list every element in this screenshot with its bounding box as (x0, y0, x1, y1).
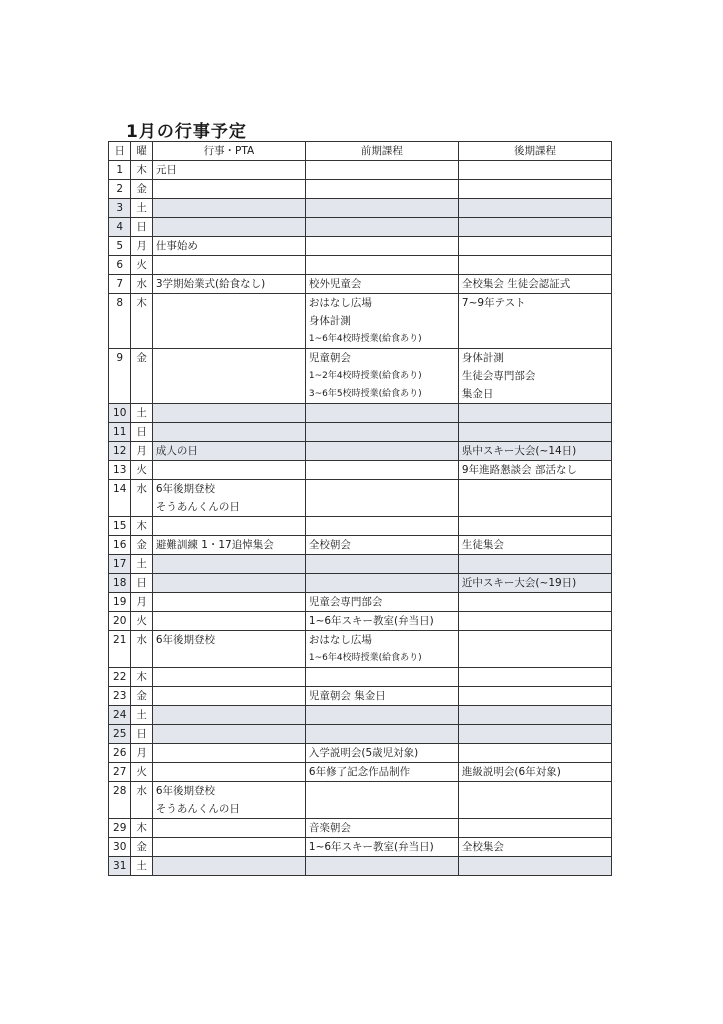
table-row (109, 180, 612, 199)
late-course-cell (458, 536, 611, 555)
events-pta-cell (152, 480, 305, 517)
late-course-cell (458, 237, 611, 256)
late-course-cell (458, 480, 611, 517)
weekday-cell: 水 (131, 275, 152, 294)
late-course-cell (458, 668, 611, 687)
header-early-course: 前期課程 (305, 142, 458, 161)
weekday-cell: 金 (131, 536, 152, 555)
cell-line: 身体計測 (308, 315, 351, 327)
events-pta-cell (152, 725, 305, 744)
early-course-cell (305, 256, 458, 275)
day-cell: 7 (109, 275, 131, 294)
day-cell: 30 (109, 838, 131, 857)
cell-line: おはなし広場 (308, 634, 372, 646)
late-course-cell (458, 631, 611, 668)
table-row (109, 442, 612, 461)
events-pta-cell (152, 706, 305, 725)
table-row (109, 218, 612, 237)
table-row (109, 574, 612, 593)
day-cell: 18 (109, 574, 131, 593)
weekday-cell: 土 (131, 857, 152, 876)
cell-line: 全校集会 生徒会認証式 (461, 278, 571, 290)
weekday-cell: 水 (131, 480, 152, 517)
weekday-cell: 金 (131, 349, 152, 404)
weekday-cell: 土 (131, 555, 152, 574)
early-course-cell (305, 423, 458, 442)
header-late-course: 後期課程 (458, 142, 611, 161)
events-pta-cell (152, 256, 305, 275)
table-row (109, 555, 612, 574)
events-pta-cell (152, 161, 305, 180)
table-row (109, 536, 612, 555)
early-course-cell (305, 218, 458, 237)
day-cell: 9 (109, 349, 131, 404)
events-pta-cell (152, 668, 305, 687)
weekday-cell: 火 (131, 461, 152, 480)
early-course-cell (305, 517, 458, 536)
weekday-cell: 木 (131, 819, 152, 838)
cell-line: 全校朝会 (308, 539, 351, 551)
table-row (109, 237, 612, 256)
late-course-cell (458, 574, 611, 593)
events-pta-cell (152, 275, 305, 294)
early-course-cell (305, 199, 458, 218)
late-course-cell (458, 744, 611, 763)
cell-line: 1~2年4校時授業(給食あり) (308, 371, 422, 381)
table-row (109, 744, 612, 763)
day-cell: 13 (109, 461, 131, 480)
table-row (109, 838, 612, 857)
weekday-cell: 金 (131, 180, 152, 199)
events-pta-cell (152, 294, 305, 349)
early-course-cell (305, 404, 458, 423)
late-course-cell (458, 275, 611, 294)
header-row (109, 142, 612, 161)
late-course-cell (458, 857, 611, 876)
cell-line: 1~6年4校時授業(給食あり) (308, 334, 422, 344)
cell-line: 6年後期登校 (155, 785, 216, 797)
day-cell: 26 (109, 744, 131, 763)
early-course-cell (305, 782, 458, 819)
header-day: 日 (109, 142, 131, 161)
early-course-cell (305, 725, 458, 744)
day-cell: 3 (109, 199, 131, 218)
weekday-cell: 火 (131, 256, 152, 275)
early-course-cell (305, 294, 458, 349)
cell-line: 9年進路懇談会 部活なし (461, 464, 577, 476)
cell-line: 1~6年4校時授業(給食あり) (308, 653, 422, 663)
table-row (109, 404, 612, 423)
events-pta-cell (152, 180, 305, 199)
table-row (109, 461, 612, 480)
events-pta-cell (152, 349, 305, 404)
table-row (109, 517, 612, 536)
table-row (109, 782, 612, 819)
cell-line: 集金日 (461, 388, 494, 400)
cell-line: 1~6年スキー教室(弁当日) (308, 841, 434, 853)
events-pta-cell (152, 838, 305, 857)
day-cell: 16 (109, 536, 131, 555)
day-cell: 27 (109, 763, 131, 782)
table-row (109, 349, 612, 404)
cell-line: 身体計測 (461, 352, 504, 364)
day-cell: 1 (109, 161, 131, 180)
header-events-pta: 行事・PTA (152, 142, 305, 161)
day-cell: 2 (109, 180, 131, 199)
early-course-cell (305, 612, 458, 631)
cell-line: 生徒会専門部会 (461, 370, 536, 382)
late-course-cell (458, 256, 611, 275)
day-cell: 20 (109, 612, 131, 631)
cell-line: 校外児童会 (308, 278, 362, 290)
early-course-cell (305, 706, 458, 725)
events-pta-cell (152, 631, 305, 668)
cell-line: 児童朝会 集金日 (308, 690, 386, 702)
table-row (109, 294, 612, 349)
cell-line: 仕事始め (155, 240, 198, 252)
table-row (109, 819, 612, 838)
cell-line: 全校集会 (461, 841, 504, 853)
weekday-cell: 金 (131, 687, 152, 706)
weekday-cell: 月 (131, 237, 152, 256)
late-course-cell (458, 706, 611, 725)
early-course-cell (305, 275, 458, 294)
table-row (109, 857, 612, 876)
cell-line: そうあんくんの日 (155, 803, 240, 815)
cell-line: 県中スキー大会(~14日) (461, 445, 577, 457)
late-course-cell (458, 218, 611, 237)
weekday-cell: 水 (131, 782, 152, 819)
header-weekday: 曜 (131, 142, 152, 161)
day-cell: 8 (109, 294, 131, 349)
table-row (109, 593, 612, 612)
early-course-cell (305, 237, 458, 256)
table-row (109, 668, 612, 687)
events-pta-cell (152, 442, 305, 461)
late-course-cell (458, 555, 611, 574)
late-course-cell (458, 404, 611, 423)
table-row (109, 199, 612, 218)
late-course-cell (458, 423, 611, 442)
events-pta-cell (152, 574, 305, 593)
weekday-cell: 火 (131, 612, 152, 631)
events-pta-cell (152, 517, 305, 536)
weekday-cell: 月 (131, 442, 152, 461)
cell-line: 6年後期登校 (155, 634, 216, 646)
late-course-cell (458, 294, 611, 349)
day-cell: 11 (109, 423, 131, 442)
table-row (109, 725, 612, 744)
weekday-cell: 木 (131, 668, 152, 687)
late-course-cell (458, 725, 611, 744)
late-course-cell (458, 461, 611, 480)
cell-line: 生徒集会 (461, 539, 504, 551)
weekday-cell: 木 (131, 161, 152, 180)
cell-line: 児童会専門部会 (308, 596, 383, 608)
cell-line: 1~6年スキー教室(弁当日) (308, 615, 434, 627)
events-pta-cell (152, 404, 305, 423)
day-cell: 23 (109, 687, 131, 706)
events-pta-cell (152, 612, 305, 631)
table-row (109, 275, 612, 294)
early-course-cell (305, 819, 458, 838)
late-course-cell (458, 349, 611, 404)
events-pta-cell (152, 857, 305, 876)
day-cell: 29 (109, 819, 131, 838)
weekday-cell: 日 (131, 423, 152, 442)
weekday-cell: 水 (131, 631, 152, 668)
day-cell: 15 (109, 517, 131, 536)
day-cell: 22 (109, 668, 131, 687)
late-course-cell (458, 763, 611, 782)
cell-line: 3学期始業式(給食なし) (155, 278, 266, 290)
events-pta-cell (152, 423, 305, 442)
events-pta-cell (152, 782, 305, 819)
day-cell: 19 (109, 593, 131, 612)
cell-line: 近中スキー大会(~19日) (461, 577, 577, 589)
page-title: 1月の行事予定 (126, 122, 247, 142)
events-pta-cell (152, 555, 305, 574)
early-course-cell (305, 461, 458, 480)
weekday-cell: 木 (131, 517, 152, 536)
cell-line: 7~9年テスト (461, 297, 526, 309)
events-pta-cell (152, 744, 305, 763)
early-course-cell (305, 161, 458, 180)
weekday-cell: 金 (131, 838, 152, 857)
early-course-cell (305, 593, 458, 612)
cell-line: 進級説明会(6年対象) (461, 766, 561, 778)
events-pta-cell (152, 237, 305, 256)
late-course-cell (458, 180, 611, 199)
weekday-cell: 土 (131, 199, 152, 218)
day-cell: 6 (109, 256, 131, 275)
cell-line: 避難訓練 1・17追悼集会 (155, 539, 274, 551)
cell-line: そうあんくんの日 (155, 501, 240, 513)
cell-line: 6年修了記念作品制作 (308, 766, 411, 778)
table-row (109, 423, 612, 442)
weekday-cell: 日 (131, 218, 152, 237)
cell-line: 音楽朝会 (308, 822, 351, 834)
events-pta-cell (152, 687, 305, 706)
events-pta-cell (152, 536, 305, 555)
table-row (109, 480, 612, 517)
weekday-cell: 土 (131, 706, 152, 725)
day-cell: 12 (109, 442, 131, 461)
cell-line: 元日 (155, 164, 177, 176)
early-course-cell (305, 763, 458, 782)
table-row (109, 612, 612, 631)
early-course-cell (305, 838, 458, 857)
late-course-cell (458, 517, 611, 536)
early-course-cell (305, 668, 458, 687)
day-cell: 4 (109, 218, 131, 237)
table-row (109, 763, 612, 782)
early-course-cell (305, 574, 458, 593)
early-course-cell (305, 180, 458, 199)
weekday-cell: 日 (131, 725, 152, 744)
late-course-cell (458, 838, 611, 857)
events-pta-cell (152, 763, 305, 782)
events-pta-cell (152, 218, 305, 237)
weekday-cell: 月 (131, 744, 152, 763)
weekday-cell: 火 (131, 763, 152, 782)
weekday-cell: 木 (131, 294, 152, 349)
early-course-cell (305, 744, 458, 763)
events-pta-cell (152, 461, 305, 480)
table-row (109, 256, 612, 275)
day-cell: 25 (109, 725, 131, 744)
cell-line: 入学説明会(5歳児対象) (308, 747, 419, 759)
schedule-body (109, 161, 612, 876)
table-row (109, 687, 612, 706)
early-course-cell (305, 442, 458, 461)
day-cell: 17 (109, 555, 131, 574)
late-course-cell (458, 782, 611, 819)
cell-line: おはなし広場 (308, 297, 372, 309)
early-course-cell (305, 631, 458, 668)
day-cell: 14 (109, 480, 131, 517)
early-course-cell (305, 536, 458, 555)
early-course-cell (305, 349, 458, 404)
events-pta-cell (152, 199, 305, 218)
weekday-cell: 日 (131, 574, 152, 593)
day-cell: 31 (109, 857, 131, 876)
late-course-cell (458, 819, 611, 838)
events-pta-cell (152, 819, 305, 838)
weekday-cell: 月 (131, 593, 152, 612)
table-row (109, 161, 612, 180)
cell-line: 6年後期登校 (155, 483, 216, 495)
early-course-cell (305, 480, 458, 517)
table-row (109, 706, 612, 725)
early-course-cell (305, 555, 458, 574)
late-course-cell (458, 442, 611, 461)
weekday-cell: 土 (131, 404, 152, 423)
cell-line: 成人の日 (155, 445, 198, 457)
late-course-cell (458, 687, 611, 706)
day-cell: 24 (109, 706, 131, 725)
late-course-cell (458, 161, 611, 180)
cell-line: 児童朝会 (308, 352, 351, 364)
cell-line: 3~6年5校時授業(給食あり) (308, 389, 422, 399)
late-course-cell (458, 612, 611, 631)
late-course-cell (458, 199, 611, 218)
late-course-cell (458, 593, 611, 612)
day-cell: 10 (109, 404, 131, 423)
early-course-cell (305, 857, 458, 876)
table-row (109, 631, 612, 668)
early-course-cell (305, 687, 458, 706)
day-cell: 28 (109, 782, 131, 819)
day-cell: 21 (109, 631, 131, 668)
events-pta-cell (152, 593, 305, 612)
day-cell: 5 (109, 237, 131, 256)
schedule-table (108, 141, 612, 876)
